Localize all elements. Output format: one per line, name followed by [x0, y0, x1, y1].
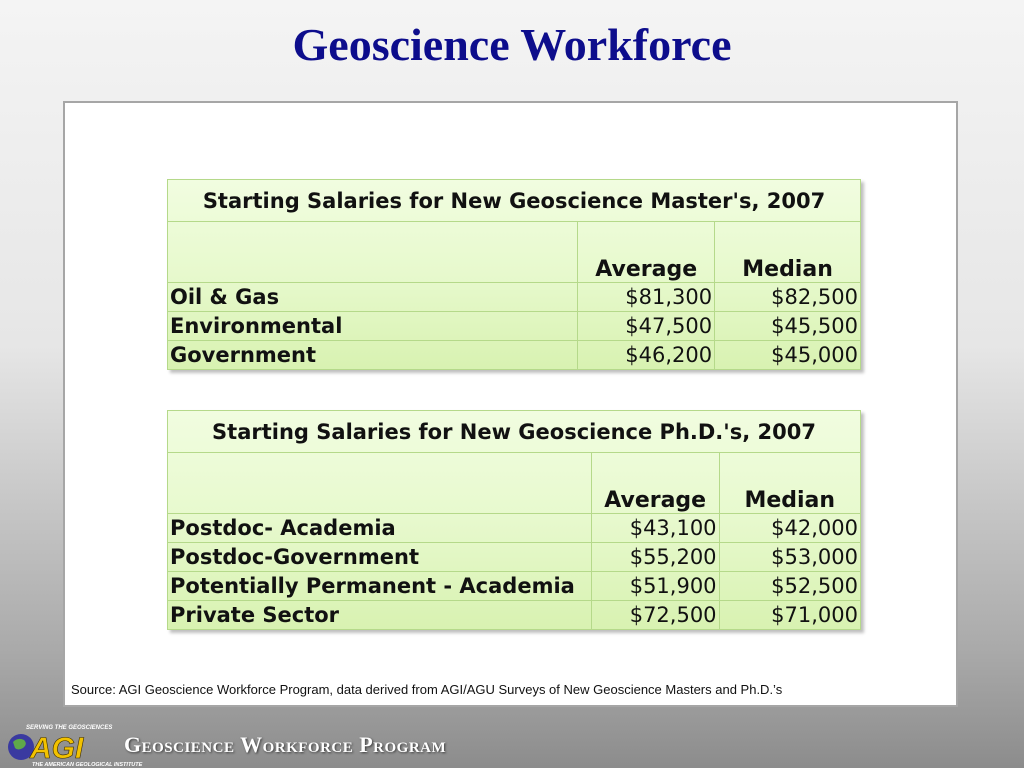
- slide-title: Geoscience Workforce: [292, 19, 732, 70]
- phd-table-caption: Starting Salaries for New Geoscience Ph.D.'s, 2007: [168, 411, 861, 453]
- logo-wordmark: AGI: [30, 732, 84, 765]
- logo-tagline: SERVING THE GEOSCIENCES: [26, 725, 113, 731]
- content-panel: [63, 101, 958, 707]
- row-average: $46,200: [578, 341, 715, 370]
- table-row: [168, 283, 861, 312]
- row-median: $82,500: [715, 283, 861, 312]
- phd-header-median: Median: [719, 453, 860, 514]
- row-median: $45,500: [715, 312, 861, 341]
- row-category: Oil & Gas: [168, 283, 578, 312]
- phd-salary-table: [167, 410, 861, 630]
- row-category: Potentially Permanent - Academia: [168, 572, 592, 601]
- table-row: [168, 543, 861, 572]
- row-median: $42,000: [719, 514, 860, 543]
- row-category: Postdoc-Government: [168, 543, 592, 572]
- row-median: $52,500: [719, 572, 860, 601]
- table-row: [168, 572, 861, 601]
- masters-table-caption: Starting Salaries for New Geoscience Master's, 2007: [168, 180, 861, 222]
- row-average: $72,500: [591, 601, 719, 630]
- row-category: Private Sector: [168, 601, 592, 630]
- masters-header-median: Median: [715, 222, 861, 283]
- row-average: $81,300: [578, 283, 715, 312]
- masters-header-average: Average: [578, 222, 715, 283]
- masters-header-blank: [168, 222, 578, 283]
- row-median: $53,000: [719, 543, 860, 572]
- masters-salary-table: [167, 179, 861, 370]
- row-median: $71,000: [719, 601, 860, 630]
- program-name: Geoscience Workforce Program: [124, 732, 447, 757]
- table-row: [168, 312, 861, 341]
- source-note: Source: AGI Geoscience Workforce Program, data derived from AGI/AGU Surveys of New Geoscience Masters and Ph.D.’s: [71, 682, 783, 697]
- row-median: $45,000: [715, 341, 861, 370]
- row-average: $51,900: [591, 572, 719, 601]
- logo-subtitle: THE AMERICAN GEOLOGICAL INSTITUTE: [32, 762, 143, 768]
- table-row: [168, 514, 861, 543]
- phd-header-average: Average: [591, 453, 719, 514]
- phd-header-blank: [168, 453, 592, 514]
- table-row: [168, 601, 861, 630]
- row-category: Environmental: [168, 312, 578, 341]
- row-average: $43,100: [591, 514, 719, 543]
- table-row: [168, 341, 861, 370]
- footer-bar: [0, 718, 1024, 768]
- row-average: $47,500: [578, 312, 715, 341]
- row-average: $55,200: [591, 543, 719, 572]
- row-category: Government: [168, 341, 578, 370]
- row-category: Postdoc- Academia: [168, 514, 592, 543]
